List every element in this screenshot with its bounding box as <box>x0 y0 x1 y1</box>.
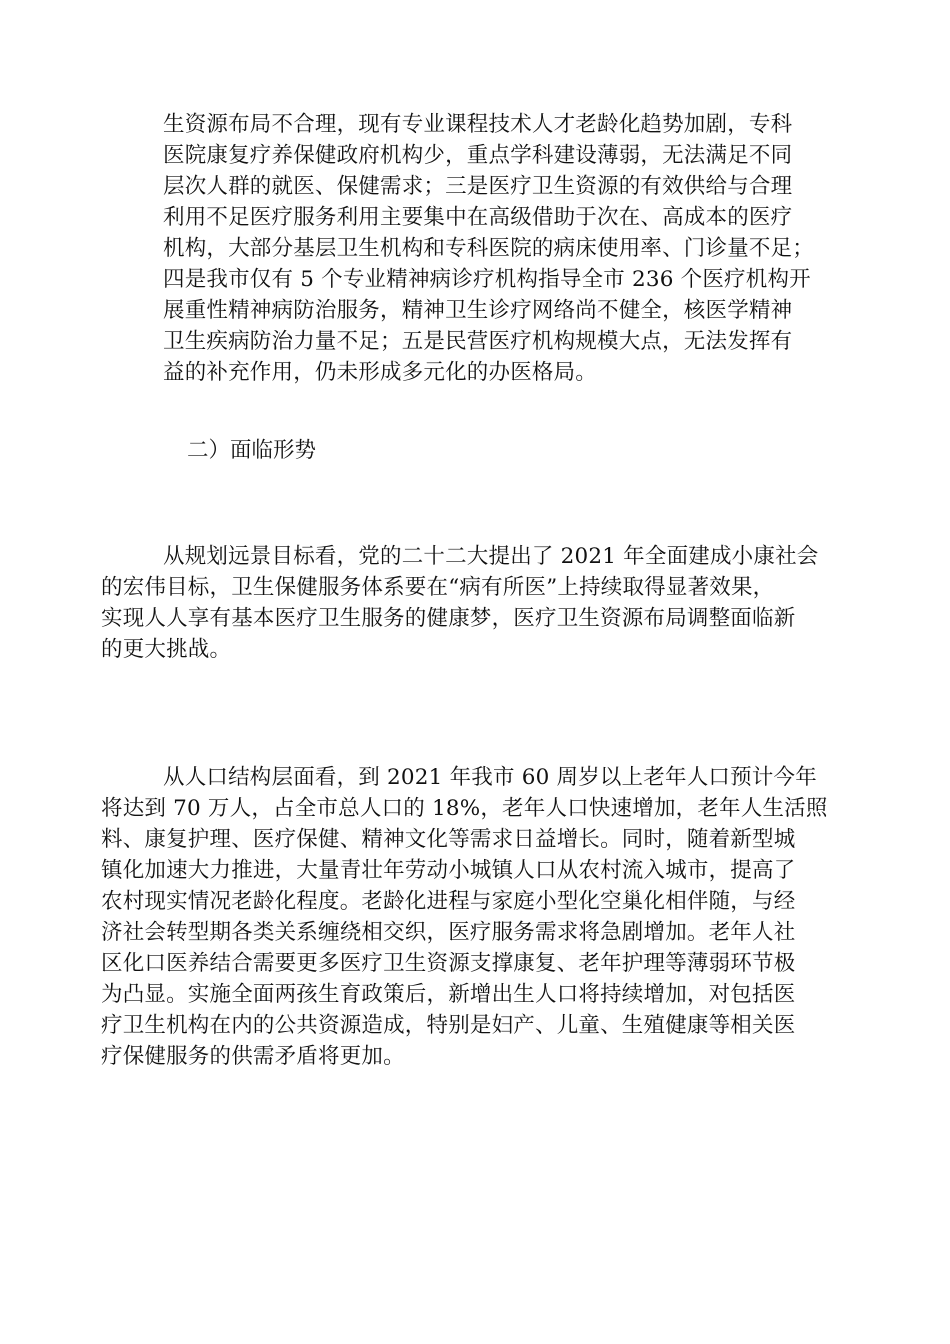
text-line: 从人口结构层面看，到 2021 年我市 60 周岁以上老年人口预计今年 <box>163 765 817 790</box>
text-line: 利用不足医疗服务利用主要集中在高级借助于次在、高成本的医疗 <box>163 205 793 230</box>
text-line: 展重性精神病防治服务，精神卫生诊疗网络尚不健全，核医学精神 <box>163 298 793 323</box>
text-line: 医院康复疗养保健政府机构少，重点学科建设薄弱，无法满足不同 <box>163 143 793 168</box>
text-line: 机构，大部分基层卫生机构和专科医院的病床使用率、门诊量不足； <box>163 236 815 261</box>
text-line: 料、康复护理、医疗保健、精神文化等需求日益增长。同时，随着新型城 <box>101 827 796 852</box>
text-line: 卫生疾病防治力量不足；五是民营医疗机构规模大点，无法发挥有 <box>163 329 793 354</box>
text-line: 的更大挑战。 <box>101 637 232 662</box>
text-line: 疗保健服务的供需矛盾将更加。 <box>101 1044 405 1069</box>
text-line: 四是我市仅有 5 个专业精神病诊疗机构指导全市 236 个医疗机构开 <box>163 267 811 292</box>
text-line: 为凸显。实施全面两孩生育政策后，新增出生人口将持续增加，对包括医 <box>101 982 796 1007</box>
text-line: 实现人人享有基本医疗卫生服务的健康梦，医疗卫生资源布局调整面临新 <box>101 606 796 631</box>
text-line: 将达到 70 万人，占全市总人口的 18%，老年人口快速增加，老年人生活照 <box>101 796 828 821</box>
text-line: 益的补充作用，仍未形成多元化的办医格局。 <box>163 360 598 385</box>
text-line: 疗卫生机构在内的公共资源造成，特别是妇产、儿童、生殖健康等相关医 <box>101 1013 796 1038</box>
text-line: 区化口医养结合需要更多医疗卫生资源支撑康复、老年护理等薄弱环节极 <box>101 951 796 976</box>
text-line: 农村现实情况老龄化程度。老龄化进程与家庭小型化空巢化相伴随，与经 <box>101 889 796 914</box>
section-heading: 二）面临形势 <box>187 438 317 463</box>
text-line: 从规划远景目标看，党的二十二大提出了 2021 年全面建成小康社会 <box>163 544 819 569</box>
text-line: 生资源布局不合理，现有专业课程技术人才老龄化趋势加剧，专科 <box>163 112 793 137</box>
text-line: 镇化加速大力推进，大量青壮年劳动小城镇人口从农村流入城市，提高了 <box>101 858 796 883</box>
text-line: 济社会转型期各类关系缠绕相交织，医疗服务需求将急剧增加。老年人社 <box>101 920 796 945</box>
text-line: 层次人群的就医、保健需求；三是医疗卫生资源的有效供给与合理 <box>163 174 793 199</box>
text-line: 的宏伟目标，卫生保健服务体系要在“病有所医”上持续取得显著效果， <box>101 575 775 600</box>
